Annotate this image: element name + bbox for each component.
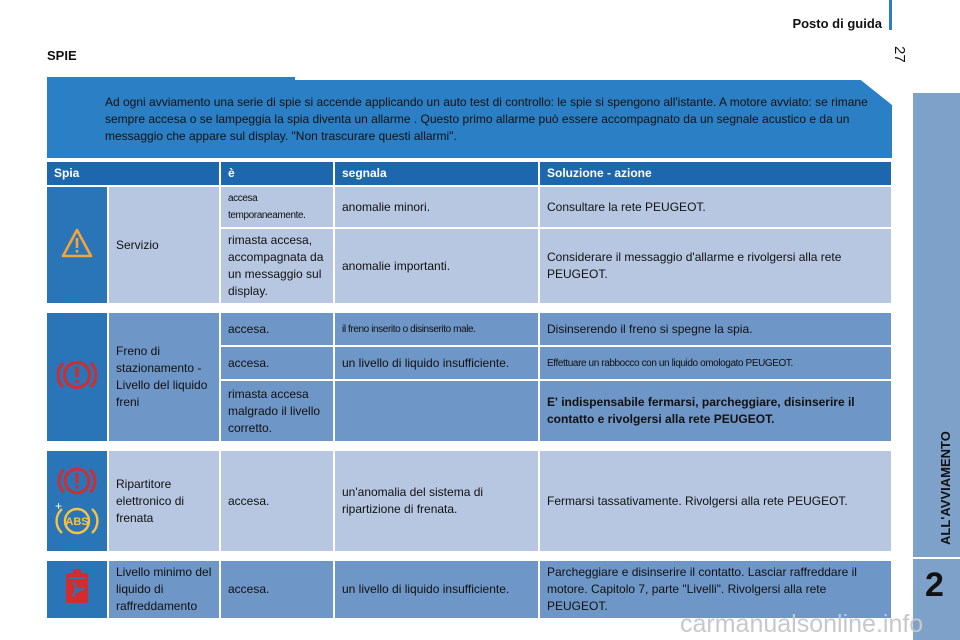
azione-cell: Effettuare un rabbocco con un liquido omologato PEUGEOT. <box>539 346 892 380</box>
coolant-icon <box>62 567 92 607</box>
stato-cell: accesa. <box>220 450 334 552</box>
side-tab-divider <box>913 557 960 559</box>
abs-icon-text: ABS <box>65 516 89 528</box>
row-gap <box>46 552 892 560</box>
watermark: carmanualsonline.info <box>680 610 924 638</box>
page-header-title: Posto di guida <box>792 16 882 31</box>
service-icon-cell <box>46 186 108 304</box>
segnala-cell <box>334 380 539 442</box>
stato-cell: rimasta accesa malgrado il livello corretto. <box>220 380 334 442</box>
azione-cell: Parcheggiare e disinserire il contatto. Lasciar raffreddare il motore. Capitolo 7, parte "Livelli". Rivolgersi alla rete PEUGEOT. <box>539 560 892 619</box>
segnala-cell: il freno inserito o disinserito male. <box>334 312 539 346</box>
segnala-cell: anomalie minori. <box>334 186 539 228</box>
azione-cell: Considerare il messaggio d'allarme e rivolgersi alla rete PEUGEOT. <box>539 228 892 304</box>
header-accent-bar <box>889 0 892 30</box>
row-gap <box>46 442 892 450</box>
spia-name: Ripartitore elettronico di frenata <box>108 450 220 552</box>
stato-cell: accesa. <box>220 560 334 619</box>
spia-name: Servizio <box>108 186 220 304</box>
row-gap <box>46 304 892 312</box>
segnala-cell: un'anomalia del sistema di ripartizione di frenata. <box>334 450 539 552</box>
brake-icon-cell <box>46 312 108 442</box>
stato-cell: accesa temporaneamente. <box>220 186 334 228</box>
spia-name: Livello minimo del liquido di raffreddamento <box>108 560 220 619</box>
coolant-icon-cell <box>46 560 108 619</box>
table-row <box>46 450 892 552</box>
brake-warning-icon <box>57 357 97 393</box>
col-header-spia: Spia <box>46 161 220 186</box>
azione-cell: E' indispensabile fermarsi, parcheggiare, disinserire il contatto e rivolgersi alla rete PEUGEOT. <box>539 380 892 442</box>
warning-lights-table <box>45 160 893 620</box>
col-header-stato: è <box>220 161 334 186</box>
table-header-row <box>46 161 892 186</box>
brake-warning-icon <box>57 464 97 498</box>
spia-name: Freno di stazionamento - Livello del liquido freni <box>108 312 220 442</box>
segnala-cell: un livello di liquido insufficiente. <box>334 346 539 380</box>
intro-accent-line <box>47 77 295 80</box>
plus-sign: + <box>55 499 63 513</box>
azione-cell: Fermarsi tassativamente. Rivolgersi alla rete PEUGEOT. <box>539 450 892 552</box>
col-header-azione: Soluzione - azione <box>539 161 892 186</box>
segnala-cell: un livello di liquido insufficiente. <box>334 560 539 619</box>
intro-text: Ad ogni avviamento una serie di spie si accende applicando un auto test di controllo: le spie si spengono all'istante. A motore avviato: se rimane sempre accesa o se lampeggia la spia diventa un allarme . Questo primo allarme può essere accompagnato da un segnale acustico e da un messaggio che appare sul display. "Non trascurare questi allarmi". <box>105 95 868 143</box>
section-title: SPIE <box>47 48 77 63</box>
warning-triangle-icon <box>60 227 94 259</box>
chapter-number: 2 <box>925 566 944 604</box>
page-number: 27 <box>891 46 908 63</box>
table-row <box>46 186 892 228</box>
azione-cell: Disinserendo il freno si spegne la spia. <box>539 312 892 346</box>
stato-cell: rimasta accesa, accompagnata da un messaggio sul display. <box>220 228 334 304</box>
azione-cell: Consultare la rete PEUGEOT. <box>539 186 892 228</box>
stato-cell: accesa. <box>220 346 334 380</box>
ebd-icon-cell <box>46 450 108 552</box>
stato-cell: accesa. <box>220 312 334 346</box>
chapter-label: ALL'AVVIAMENTO <box>938 431 953 545</box>
col-header-segnala: segnala <box>334 161 539 186</box>
table-row <box>46 312 892 346</box>
segnala-cell: anomalie importanti. <box>334 228 539 304</box>
